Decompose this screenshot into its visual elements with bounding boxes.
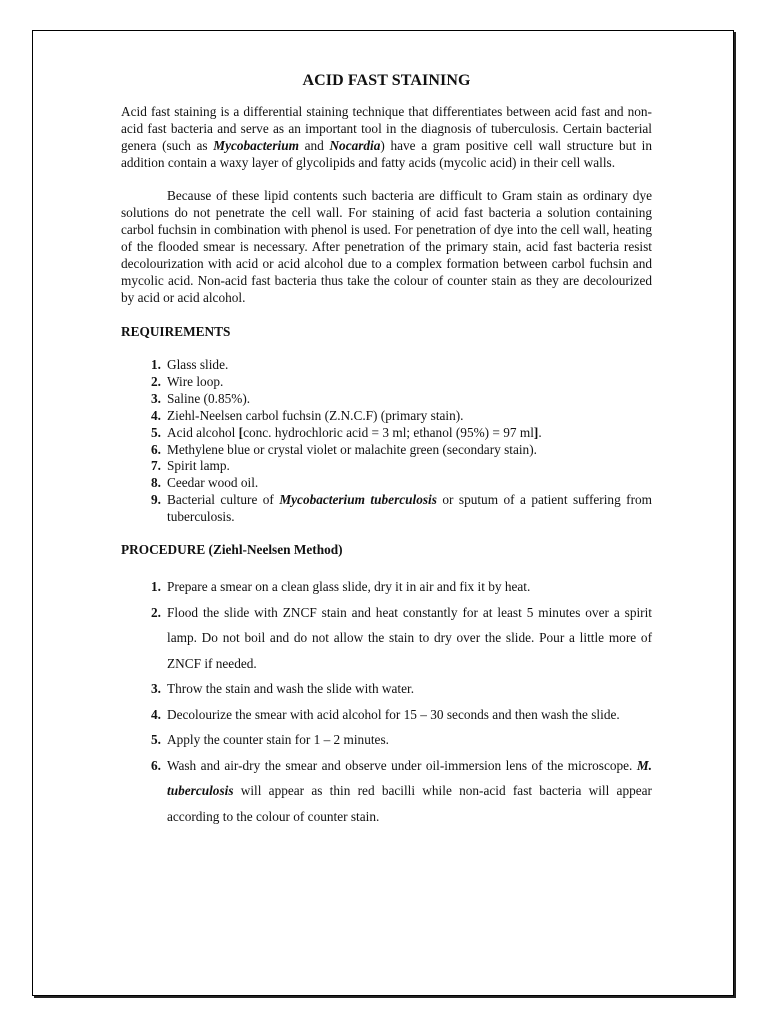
list-item: 3. Throw the stain and wash the slide with water. — [151, 681, 415, 697]
list-item: 5. Apply the counter stain for 1 – 2 minutes. — [151, 732, 389, 748]
list-item: 4. Decolourize the smear with acid alcohol for 15 – 30 seconds and then wash the slide. — [151, 706, 620, 722]
list-item: 9. Bacterial culture of Mycobacterium tuberculosis or sputum of a patient suffering from tuberculosis. — [151, 492, 653, 525]
list-item: 6. Methylene blue or crystal violet or malachite green (secondary stain). — [151, 441, 537, 457]
list-item: 8. Ceedar wood oil. — [151, 475, 259, 491]
list-item: 3. Saline (0.85%). — [151, 390, 251, 406]
requirements-heading: REQUIREMENTS — [121, 324, 231, 339]
list-item: 2. Wire loop. — [151, 373, 224, 389]
list-item: 4. Ziehl-Neelsen carbol fuchsin (Z.N.C.F) (primary stain). — [151, 407, 464, 423]
page-title: ACID FAST STAINING — [302, 72, 471, 89]
genus-nocardia: Nocardia — [329, 138, 381, 153]
document-body — [121, 72, 652, 829]
list-item: 7. Spirit lamp. — [151, 458, 230, 474]
intro-paragraph-1: Acid fast staining is a differential staining technique that differentiates between acid fast and non-acid fast bacteria and serve as an important tool in the diagnosis of tuberculosis. Certain bacterial genera (such as Mycobacterium and Nocardia) have a gram positive cell wall structure but in addition contain a waxy layer of glycolipids and fatty acids (mycolic acid) in their cell walls. — [121, 104, 653, 170]
genus-mycobacterium: Mycobacterium — [213, 138, 299, 153]
procedure-list — [121, 574, 652, 829]
list-item: 6. Wash and air-dry the smear and observe under oil-immersion lens of the microscope. M. tuberculosis will appear as thin red bacilli while non-acid fast bacteria will appear according to the colour of counter stain. — [151, 757, 652, 824]
list-item: 2. Flood the slide with ZNCF stain and heat constantly for at least 5 minutes over a spirit lamp. Do not boil and do not allow the stain to dry over the slide. Pour a little more of ZNCF if needed. — [151, 604, 652, 671]
requirements-list — [121, 357, 652, 526]
procedure-heading: PROCEDURE (Ziehl-Neelsen Method) — [121, 542, 343, 558]
list-item: 1. Glass slide. — [151, 357, 229, 372]
list-item: 1. Prepare a smear on a clean glass slide, dry it in air and fix it by heat. — [151, 579, 531, 595]
intro-paragraph-2: Because of these lipid contents such bacteria are difficult to Gram stain as ordinary dye solutions do not penetrate the cell wall. For staining of acid fast bacteria a solution containing carbol fuchsin in combination with phenol is used. For penetration of dye into the cell wall, heating of the flooded smear is necessary. After penetration of the primary stain, acid fast bacteria resist decolourization with acid or acid alcohol due to a complex formation between carbol fuchsin and mycolic acid. Non-acid fast bacteria thus take the colour of counter stain as they are decolourized by acid or acid alcohol. — [121, 188, 652, 305]
list-item: 5. Acid alcohol [conc. hydrochloric acid = 3 ml; ethanol (95%) = 97 ml]. — [151, 424, 542, 440]
